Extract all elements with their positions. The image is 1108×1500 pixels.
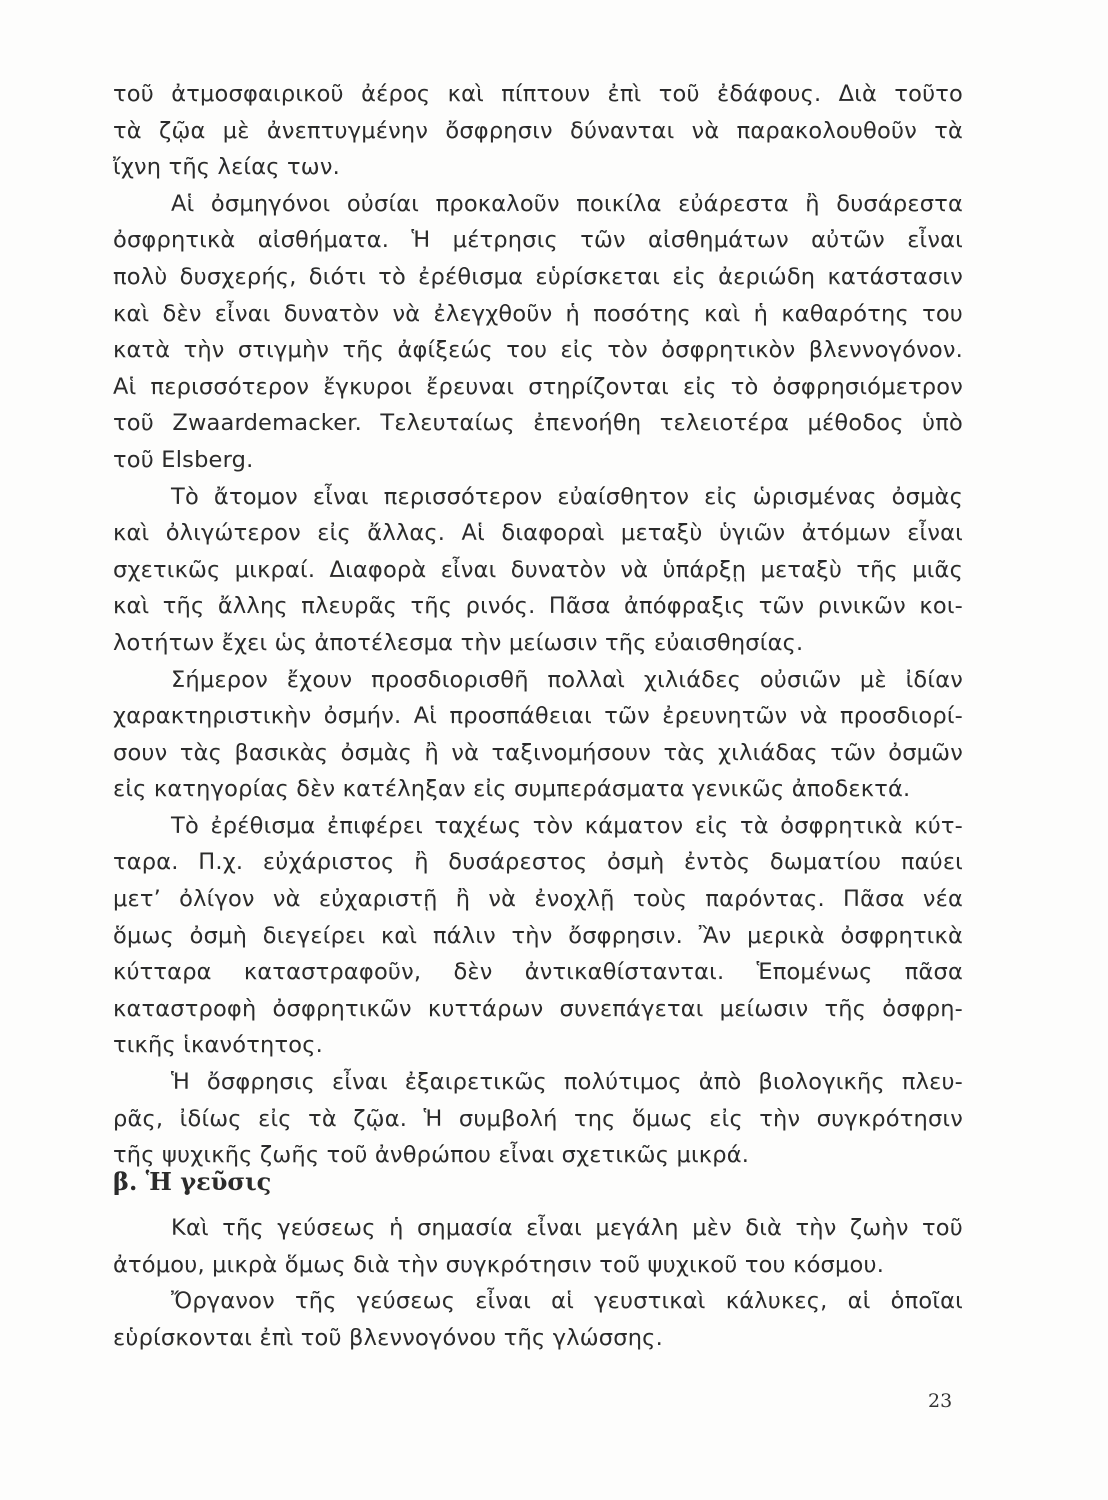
text-line: πολὺ δυσχερής, διότι τὸ ἐρέθισμα εὑρίσκεται εἰς ἀεριώδη κατάστασιν [113, 263, 963, 290]
text-line: μετ’ ὀλίγον νὰ εὐχαριστῇ ἢ νὰ ἐνοχλῇ τοὺς παρόντας. Πᾶσα νέα [113, 886, 963, 913]
text-line: εὑρίσκονται ἐπὶ τοῦ βλεννογόνου τῆς γλώσσης. [113, 1324, 663, 1351]
text-line: ἀτόμου, μικρὰ ὅμως διὰ τὴν συγκρότησιν τοῦ ψυχικοῦ του κόσμου. [113, 1251, 885, 1278]
text-line: χαρακτηριστικὴν ὀσμήν. Αἱ προσπάθειαι τῶν ἐρευνητῶν νὰ προσδιορί- [113, 703, 963, 730]
text-line: Καὶ τῆς γεύσεως ἡ σημασία εἶναι μεγάλη μὲν διὰ τὴν ζωὴν τοῦ [171, 1215, 963, 1241]
text-line: καὶ δὲν εἶναι δυνατὸν νὰ ἐλεγχθοῦν ἡ ποσότης καὶ ἡ καθαρότης του [113, 300, 963, 327]
text-line: σουν τὰς βασικὰς ὀσμὰς ἢ νὰ ταξινομήσουν τὰς χιλιάδας τῶν ὀσμῶν [113, 739, 963, 766]
text-line: τοῦ Zwaardemacker. Τελευταίως ἐπενοήθη τελειοτέρα μέθοδος ὑπὸ [113, 410, 963, 437]
page-number: 23 [928, 1390, 953, 1412]
text-line: ὀσφρητικὰ αἰσθήματα. Ἡ μέτρησις τῶν αἰσθημάτων αὐτῶν εἶναι [113, 227, 963, 254]
body-text-top [113, 76, 963, 1174]
text-line: Ὄργανον τῆς γεύσεως εἶναι αἱ γευστικαὶ κάλυκες, αἱ ὁποῖαι [171, 1288, 963, 1315]
text-line: Αἱ ὀσμηγόνοι οὐσίαι προκαλοῦν ποικίλα εὐάρεστα ἢ δυσάρεστα [171, 190, 963, 217]
text-line: κύτταρα καταστραφοῦν, δὲν ἀντικαθίστανται. Ἑπομένως πᾶσα [113, 959, 963, 986]
text-line: τοῦ Elsberg. [113, 446, 254, 473]
section-heading: β. Ἡ γεῦσις [113, 1167, 272, 1196]
text-line: εἰς κατηγορίας δὲν κατέληξαν εἰς συμπεράσματα γενικῶς ἀποδεκτά. [113, 776, 911, 803]
text-line: ὅμως ὀσμὴ διεγείρει καὶ πάλιν τὴν ὄσφρησιν. Ἂν μερικὰ ὀσφρητικὰ [113, 922, 963, 949]
text-line: τοῦ ἀτμοσφαιρικοῦ ἀέρος καὶ πίπτουν ἐπὶ τοῦ ἐδάφους. Διὰ τοῦτο [113, 81, 963, 107]
text-line: τικῆς ἱκανότητος. [113, 1032, 323, 1059]
text-line: καὶ τῆς ἄλλης πλευρᾶς τῆς ρινός. Πᾶσα ἀπόφραξις τῶν ρινικῶν κοι- [113, 593, 963, 620]
text-line: Τὸ ἄτομον εἶναι περισσότερον εὐαίσθητον εἰς ὡρισμένας ὀσμὰς [171, 483, 963, 510]
text-line: Τὸ ἐρέθισμα ἐπιφέρει ταχέως τὸν κάματον εἰς τὰ ὀσφρητικὰ κύτ- [171, 812, 963, 839]
text-line: κατὰ τὴν στιγμὴν τῆς ἀφίξεώς του εἰς τὸν ὀσφρητικὸν βλεννογόνον. [113, 337, 963, 364]
text-line: καὶ ὀλιγώτερον εἰς ἄλλας. Αἱ διαφοραὶ μεταξὺ ὑγιῶν ἀτόμων εἶναι [113, 520, 963, 547]
text-line: λοτήτων ἔχει ὡς ἀποτέλεσμα τὴν μείωσιν τῆς εὐαισθησίας. [113, 629, 804, 656]
body-text-bottom [113, 1210, 963, 1356]
text-line: τῆς ψυχικῆς ζωῆς τοῦ ἀνθρώπου εἶναι σχετικῶς μικρά. [113, 1142, 750, 1169]
text-line: Σήμερον ἔχουν προσδιορισθῆ πολλαὶ χιλιάδες οὐσιῶν μὲ ἰδίαν [171, 666, 963, 693]
text-line: καταστροφὴ ὀσφρητικῶν κυττάρων συνεπάγεται μείωσιν τῆς ὀσφρη- [113, 995, 963, 1022]
text-line: ρᾶς, ἰδίως εἰς τὰ ζῷα. Ἡ συμβολή της ὅμως εἰς τὴν συγκρότησιν [113, 1105, 963, 1132]
text-line: Αἱ περισσότερον ἔγκυροι ἔρευναι στηρίζονται εἰς τὸ ὀσφρησιόμετρον [113, 373, 963, 400]
text-line: ἴχνη τῆς λείας των. [113, 154, 340, 181]
text-line: Ἡ ὄσφρησις εἶναι ἐξαιρετικῶς πολύτιμος ἀπὸ βιολογικῆς πλευ- [171, 1069, 963, 1096]
text-line: σχετικῶς μικραί. Διαφορὰ εἶναι δυνατὸν νὰ ὑπάρξῃ μεταξὺ τῆς μιᾶς [113, 556, 963, 583]
text-line: τὰ ζῷα μὲ ἀνεπτυγμένην ὄσφρησιν δύνανται νὰ παρακολουθοῦν τὰ [113, 117, 963, 144]
text-line: ταρα. Π.χ. εὐχάριστος ἢ δυσάρεστος ὀσμὴ ἐντὸς δωματίου παύει [113, 849, 963, 876]
